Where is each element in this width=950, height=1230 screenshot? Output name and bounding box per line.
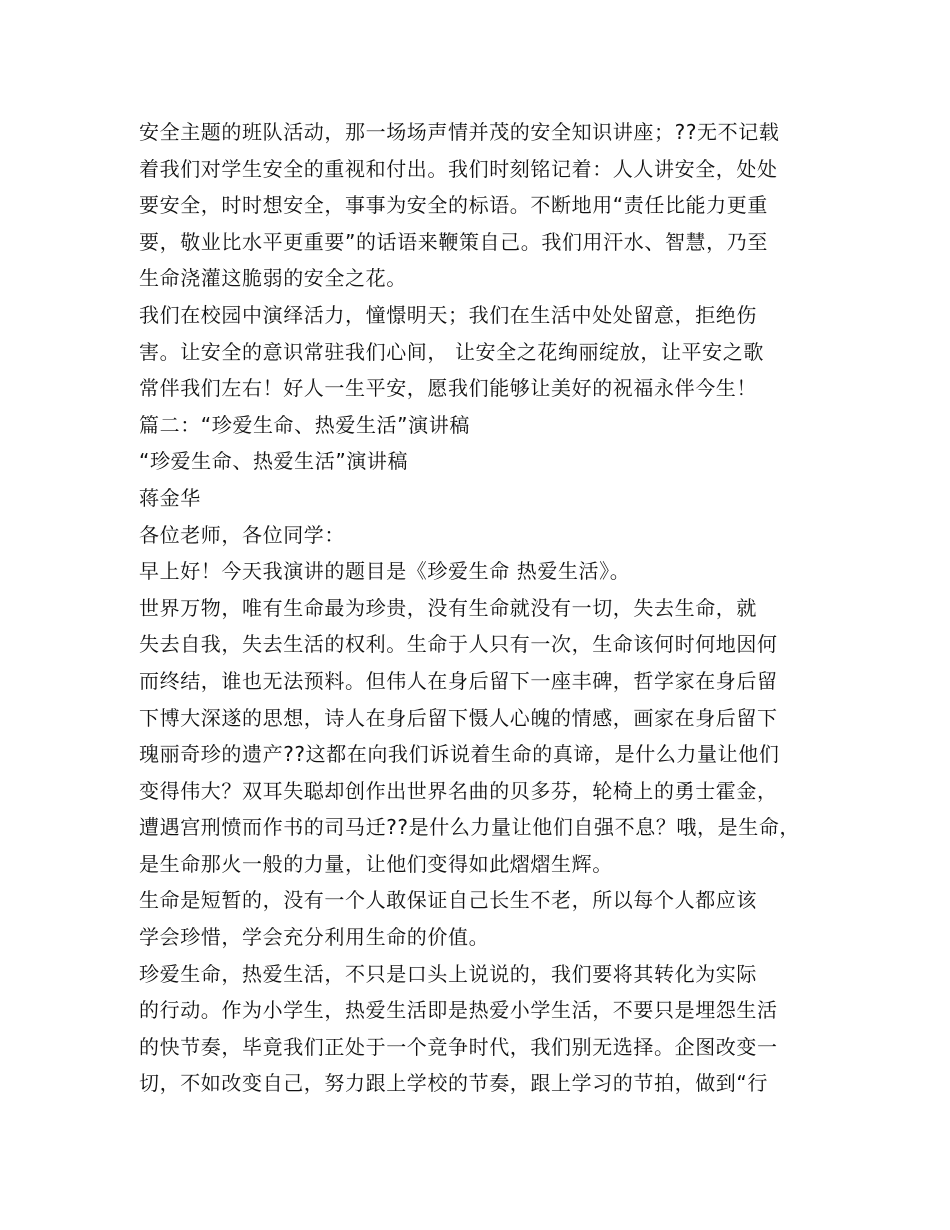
section-heading: 篇二：“珍爱生命、热爱生活”演讲稿 bbox=[139, 412, 470, 437]
text-line: 要安全，时时想安全，事事为安全的标语。不断地用“责任比能力更重 bbox=[139, 193, 768, 218]
text-line: 切，不如改变自己，努力跟上学校的节奏，跟上学习的节拍，做到“行 bbox=[139, 1071, 768, 1096]
text-line: 着我们对学生安全的重视和付出。我们时刻铭记着：人人讲安全，处处 bbox=[139, 156, 778, 181]
text-line: 是生命那火一般的力量，让他们变得如此熠熠生辉。 bbox=[139, 851, 613, 876]
text-line: 瑰丽奇珍的遗产??这都在向我们诉说着生命的真谛，是什么力量让他们 bbox=[139, 742, 780, 767]
salutation: 各位老师，各位同学： bbox=[139, 522, 345, 547]
text-line: 珍爱生命，热爱生活，不只是口头上说说的，我们要将其转化为实际 bbox=[139, 961, 757, 986]
document-body bbox=[139, 114, 839, 1102]
text-line: 遭遇宫刑愤而作书的司马迁??是什么力量让他们自强不息？哦，是生命， bbox=[139, 815, 801, 840]
text-line: 常伴我们左右！好人一生平安，愿我们能够让美好的祝福永伴今生！ bbox=[139, 376, 757, 401]
text-line: 变得伟大？双耳失聪却创作出世界名曲的贝多芬，轮椅上的勇士霍金， bbox=[139, 778, 778, 803]
text-line: 生命浇灌这脆弱的安全之花。 bbox=[139, 266, 407, 291]
text-line: 的行动。作为小学生，热爱生活即是热爱小学生活，不要只是埋怨生活 bbox=[139, 998, 778, 1023]
text-line: 而终结，谁也无法预料。但伟人在身后留下一座丰碑，哲学家在身后留 bbox=[139, 668, 778, 693]
text-line: 我们在校园中演绎活力，憧憬明天；我们在生活中处处留意，拒绝伤 bbox=[139, 302, 757, 327]
text-line: 害。让安全的意识常驻我们心间， 让安全之花绚丽绽放，让平安之歌 bbox=[139, 339, 764, 364]
speech-title: “珍爱生命、热爱生活”演讲稿 bbox=[139, 449, 409, 474]
text-line: 的快节奏，毕竟我们正处于一个竞争时代，我们别无选择。企图改变一 bbox=[139, 1034, 778, 1059]
text-line: 要，敬业比水平更重要”的话语来鞭策自己。我们用汗水、智慧，乃至 bbox=[139, 229, 768, 254]
text-line: 生命是短暂的，没有一个人敢保证自己长生不老，所以每个人都应该 bbox=[139, 888, 757, 913]
text-line: 失去自我，失去生活的权利。生命于人只有一次，生命该何时何地因何 bbox=[139, 632, 778, 657]
text-line: 学会珍惜，学会充分利用生命的价值。 bbox=[139, 925, 490, 950]
text-line: 世界万物，唯有生命最为珍贵，没有生命就没有一切，失去生命，就 bbox=[139, 595, 757, 620]
text-line: 早上好！今天我演讲的题目是《珍爱生命 热爱生活》。 bbox=[139, 559, 631, 584]
text-line: 下博大深遂的思想，诗人在身后留下慑人心魄的情感，画家在身后留下 bbox=[139, 705, 778, 730]
text-line: 安全主题的班队活动，那一场场声情并茂的安全知识讲座；??无不记载 bbox=[139, 120, 780, 144]
author-name: 蒋金华 bbox=[139, 485, 201, 510]
